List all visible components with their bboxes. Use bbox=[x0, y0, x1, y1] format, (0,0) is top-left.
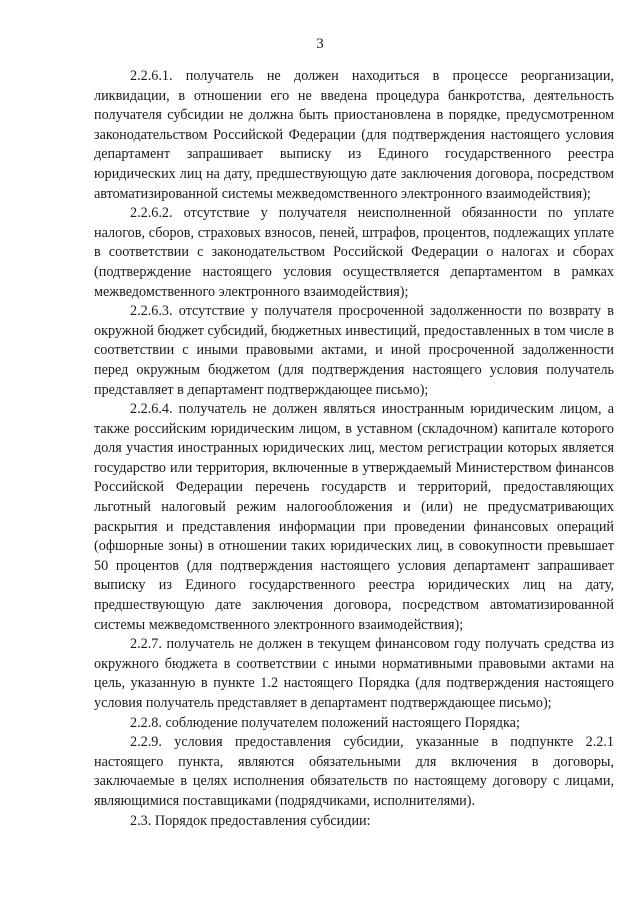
document-body bbox=[94, 67, 614, 831]
paragraph-2-3: 2.3. Порядок предоставления субсидии: bbox=[130, 812, 371, 829]
paragraph-2-2-7: 2.2.7. получатель не должен в текущем финансовом году получать средства из окружного бюджета в соответствии с иными нормативными правовыми актами на цель, указанную в пункте 1.2 настоящего Порядка (для подтверждения настоящего условия получатель представляет в департамент подтверждающее письмо); bbox=[94, 636, 614, 711]
paragraph-2-2-6-4: 2.2.6.4. получатель не должен являться иностранным юридическим лицом, а также российским юридическим лицом, в уставном (складочном) капитале которого доля участия иностранных юридических лиц, местом регистрации которых является государство или территория, включенные в утверждаемый Министерством финансов Российской Федерации перечень государств и территорий, предоставляющих льготный налоговый режим налогообложения и (или) не предусматривающих раскрытия и представления информации при проведении финансовых операций (офшорные зоны) в отношении таких юридических лиц, в совокупности превышает 50 процентов (для подтверждения настоящего условия департамент запрашивает выписку из Единого государственного реестра юридических лиц на дату, предшествующую дате заключения договора, посредством автоматизированной системы межведомственного электронного взаимодействия); bbox=[94, 401, 614, 633]
paragraph-2-2-6-3: 2.2.6.3. отсутствие у получателя просроченной задолженности по возврату в окружной бюджет субсидий, бюджетных инвестиций, предоставленных в том числе в соответствии с иными правовыми актами, и иной просроченной задолженности перед окружным бюджетом (для подтверждения настоящего условия получатель представляет в департамент подтверждающее письмо); bbox=[94, 303, 614, 398]
paragraph-2-2-6-2: 2.2.6.2. отсутствие у получателя неисполненной обязанности по уплате налогов, сборов, страховых взносов, пеней, штрафов, процентов, подлежащих уплате в соответствии с законодательством Российской Федерации о налогах и сборах (подтверждение настоящего условия осуществляется департаментом в рамках межведомственного электронного взаимодействия); bbox=[94, 205, 614, 300]
paragraph-2-2-9: 2.2.9. условия предоставления субсидии, указанные в подпункте 2.2.1 настоящего пункта, являются обязательными для включения в договоры, заключаемые в целях исполнения обязательств по настоящему договору с лицами, являющимися поставщиками (подрядчиками, исполнителями). bbox=[94, 734, 614, 809]
paragraph-2-2-6-1: 2.2.6.1. получатель не должен находиться в процессе реорганизации, ликвидации, в отношении его не введена процедура банкротства, деятельность получателя субсидии не должна быть приостановлена в порядке, предусмотренном законодательством Российской Федерации (для подтверждения настоящего условия департамент запрашивает выписку из Единого государственного реестра юридических лиц на дату, предшествующую дате заключения договора, посредством автоматизированной системы межведомственного электронного взаимодействия); bbox=[94, 68, 614, 202]
page-number: 3 bbox=[316, 36, 324, 52]
paragraph-2-2-8: 2.2.8. соблюдение получателем положений настоящего Порядка; bbox=[130, 714, 520, 731]
